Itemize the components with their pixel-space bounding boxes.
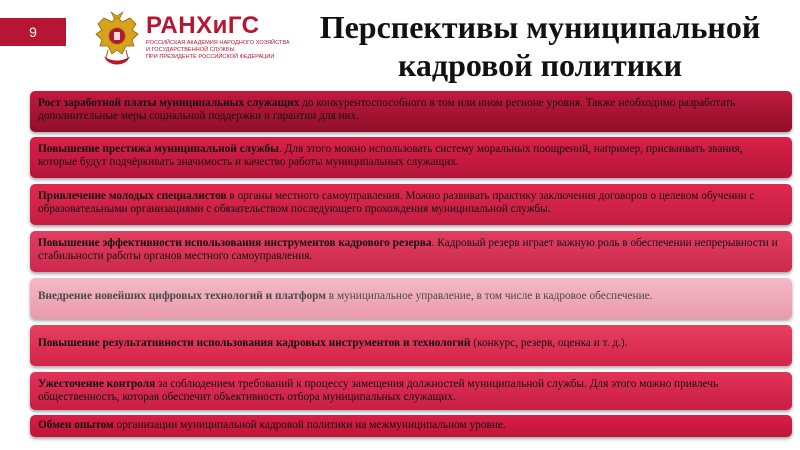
list-item-salary-growth [30,91,792,132]
list-item-heading: Повышение престижа муниципальной службы [38,143,279,155]
logo-subtitle-line: РОССИЙСКАЯ АКАДЕМИЯ НАРОДНОГО ХОЗЯЙСТВА [146,40,290,46]
double-headed-eagle-emblem-icon [92,10,142,68]
ranepa-logo [92,10,290,68]
list-item-text: за соблюдением требований к процессу замещения должностей муниципальной службы. Для этого можно привлечь общественность, которая обеспечит объективность отбора муниципальных служащих. [38,378,719,403]
list-item-text: до конкурентоспособного в том или ином регионе уровня. Также необходимо разработать дополнительные меры социальной поддержки и гарантии для них. [38,97,736,122]
list-item-hr-tools-effectiveness [30,325,792,366]
list-item-heading: Повышение результативности использования кадровых инструментов и технологий [38,337,471,349]
list-item-heading: Рост заработной платы муниципальных служащих [38,97,300,109]
list-item-text: организации муниципальной кадровой политики на межмуниципальном уровне. [113,419,506,431]
list-item-stricter-control [30,372,792,410]
logo-subtitle-line: И ГОСУДАРСТВЕННОЙ СЛУЖБЫ [146,47,235,53]
list-item-text: . Кадровый резерв играет важную роль в обеспечении непрерывности и стабильности работы органов местного самоуправления. [38,237,778,262]
list-item-text: (конкурс, резерв, оценка и т. д.). [470,337,628,349]
page-title: Перспективы муниципальной кадровой политики [319,9,761,83]
logo-subtitle [146,40,290,61]
list-item-personnel-reserve [30,231,792,272]
list-item-text: в муниципальное управление, в том числе в кадровое обеспечение. [325,290,653,302]
list-item-text: в органы местного самоуправления. Можно развивать практику заключения договоров о целевом обучении с образовательными организациями с обязательством последующего прохождения муниципальной службы. [38,190,755,215]
list-item-heading: Привлечение молодых специалистов [38,190,227,202]
logo-subtitle-line: ПРИ ПРЕЗИДЕНТЕ РОССИЙСКОЙ ФЕДЕРАЦИИ [146,54,275,60]
list-item-heading: Внедрение новейших цифровых технологий и платформ [38,290,326,302]
list-item-heading: Обмен опытом [38,419,114,431]
list-item-heading: Повышение эффективности использования инструментов кадрового резерва [38,237,432,249]
list-item-experience-exchange [30,415,792,437]
list-item-heading: Ужесточение контроля [38,378,156,390]
list-item-text: . Для этого можно использовать систему моральных поощрений, например, присваивать звания, которые будут подчёркивать значимость и качество работы муниципальных служащих. [38,143,743,168]
list-item-young-specialists [30,184,792,225]
slide-number: 9 [0,18,66,46]
list-item-prestige [30,137,792,178]
list-item-digital-technologies [30,278,792,319]
logo-title: РАНХиГС [146,12,260,39]
